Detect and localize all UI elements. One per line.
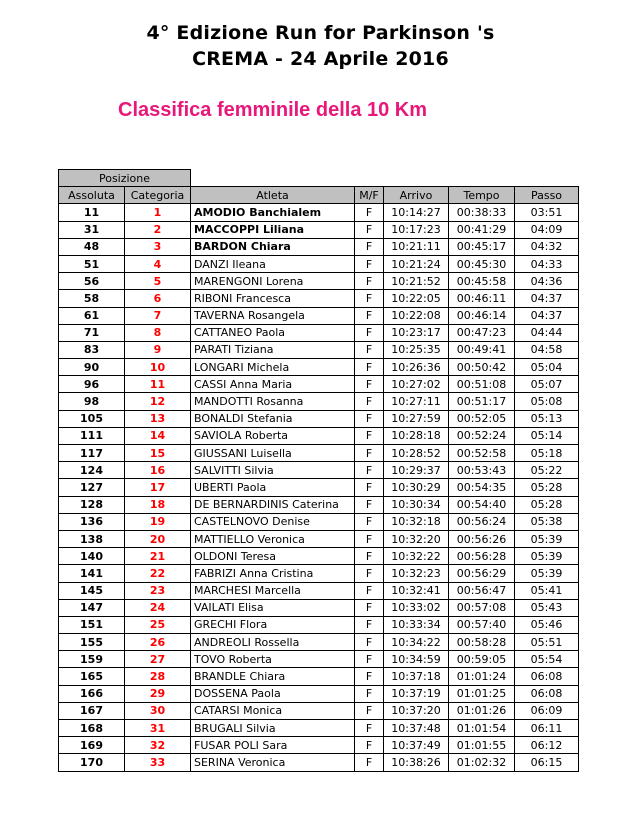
cell-categoria: 1	[125, 204, 191, 221]
cell-mf: F	[355, 634, 384, 651]
cell-passo: 05:14	[515, 427, 579, 444]
results-body	[59, 204, 579, 771]
cell-mf: F	[355, 204, 384, 221]
cell-atleta: BRANDLE Chiara	[191, 668, 355, 685]
cell-atleta: GRECHI Flora	[191, 616, 355, 633]
cell-categoria: 23	[125, 582, 191, 599]
cell-tempo: 00:54:40	[449, 496, 515, 513]
cell-mf: F	[355, 393, 384, 410]
cell-categoria: 16	[125, 462, 191, 479]
cell-arrivo: 10:30:29	[384, 479, 449, 496]
cell-arrivo: 10:37:18	[384, 668, 449, 685]
cell-tempo: 00:51:17	[449, 393, 515, 410]
cell-categoria: 6	[125, 290, 191, 307]
cell-mf: F	[355, 376, 384, 393]
cell-tempo: 00:56:24	[449, 513, 515, 530]
cell-categoria: 21	[125, 548, 191, 565]
cell-tempo: 00:45:58	[449, 273, 515, 290]
cell-categoria: 32	[125, 737, 191, 754]
cell-tempo: 00:52:24	[449, 427, 515, 444]
table-row	[59, 307, 579, 324]
cell-mf: F	[355, 496, 384, 513]
ranking-subtitle: Classifica femminile della 10 Km	[118, 99, 428, 121]
table-row	[59, 548, 579, 565]
cell-arrivo: 10:34:22	[384, 634, 449, 651]
cell-categoria: 4	[125, 255, 191, 272]
cell-assoluta: 51	[59, 255, 125, 272]
cell-passo: 05:46	[515, 616, 579, 633]
cell-atleta: DOSSENA Paola	[191, 685, 355, 702]
cell-arrivo: 10:29:37	[384, 462, 449, 479]
cell-categoria: 33	[125, 754, 191, 771]
cell-arrivo: 10:32:20	[384, 530, 449, 547]
cell-mf: F	[355, 720, 384, 737]
cell-assoluta: 147	[59, 599, 125, 616]
cell-tempo: 00:54:35	[449, 479, 515, 496]
cell-passo: 04:36	[515, 273, 579, 290]
cell-atleta: CATTANEO Paola	[191, 324, 355, 341]
cell-passo: 06:09	[515, 702, 579, 719]
cell-arrivo: 10:28:52	[384, 445, 449, 462]
cell-passo: 04:44	[515, 324, 579, 341]
cell-arrivo: 10:33:02	[384, 599, 449, 616]
table-row	[59, 599, 579, 616]
blank-header	[191, 170, 579, 187]
cell-passo: 05:41	[515, 582, 579, 599]
table-row	[59, 702, 579, 719]
cell-passo: 05:51	[515, 634, 579, 651]
cell-atleta: DANZI Ileana	[191, 255, 355, 272]
cell-atleta: MARCHESI Marcella	[191, 582, 355, 599]
cell-categoria: 30	[125, 702, 191, 719]
cell-mf: F	[355, 582, 384, 599]
cell-mf: F	[355, 616, 384, 633]
cell-atleta: SERINA Veronica	[191, 754, 355, 771]
table-row	[59, 565, 579, 582]
cell-mf: F	[355, 307, 384, 324]
results-table	[58, 169, 579, 772]
cell-mf: F	[355, 702, 384, 719]
cell-atleta: BONALDI Stefania	[191, 410, 355, 427]
cell-assoluta: 56	[59, 273, 125, 290]
cell-assoluta: 127	[59, 479, 125, 496]
cell-tempo: 00:49:41	[449, 341, 515, 358]
table-row	[59, 668, 579, 685]
cell-atleta: VAILATI Elisa	[191, 599, 355, 616]
cell-assoluta: 159	[59, 651, 125, 668]
cell-mf: F	[355, 238, 384, 255]
cell-assoluta: 170	[59, 754, 125, 771]
cell-mf: F	[355, 221, 384, 238]
table-row	[59, 445, 579, 462]
cell-assoluta: 111	[59, 427, 125, 444]
cell-categoria: 29	[125, 685, 191, 702]
table-row	[59, 324, 579, 341]
cell-tempo: 00:56:26	[449, 530, 515, 547]
cell-mf: F	[355, 479, 384, 496]
cell-assoluta: 98	[59, 393, 125, 410]
cell-categoria: 28	[125, 668, 191, 685]
col-header-passo: Passo	[515, 187, 579, 204]
cell-atleta: UBERTI Paola	[191, 479, 355, 496]
cell-atleta: OLDONI Teresa	[191, 548, 355, 565]
cell-arrivo: 10:33:34	[384, 616, 449, 633]
table-row	[59, 496, 579, 513]
cell-tempo: 00:58:28	[449, 634, 515, 651]
cell-categoria: 12	[125, 393, 191, 410]
cell-assoluta: 71	[59, 324, 125, 341]
table-row	[59, 634, 579, 651]
cell-assoluta: 166	[59, 685, 125, 702]
cell-tempo: 01:01:24	[449, 668, 515, 685]
cell-atleta: AMODIO Banchialem	[191, 204, 355, 221]
cell-mf: F	[355, 530, 384, 547]
cell-assoluta: 168	[59, 720, 125, 737]
cell-passo: 04:58	[515, 341, 579, 358]
col-header-tempo: Tempo	[449, 187, 515, 204]
cell-tempo: 00:56:29	[449, 565, 515, 582]
cell-assoluta: 138	[59, 530, 125, 547]
table-row	[59, 290, 579, 307]
table-row	[59, 238, 579, 255]
table-row	[59, 359, 579, 376]
cell-categoria: 15	[125, 445, 191, 462]
cell-tempo: 00:46:11	[449, 290, 515, 307]
cell-categoria: 3	[125, 238, 191, 255]
cell-mf: F	[355, 427, 384, 444]
cell-arrivo: 10:37:48	[384, 720, 449, 737]
cell-passo: 04:37	[515, 290, 579, 307]
cell-mf: F	[355, 410, 384, 427]
cell-tempo: 00:52:05	[449, 410, 515, 427]
cell-atleta: SALVITTI Silvia	[191, 462, 355, 479]
cell-categoria: 7	[125, 307, 191, 324]
cell-categoria: 11	[125, 376, 191, 393]
cell-tempo: 00:41:29	[449, 221, 515, 238]
cell-passo: 05:28	[515, 479, 579, 496]
cell-mf: F	[355, 548, 384, 565]
cell-atleta: CATARSI Monica	[191, 702, 355, 719]
table-row	[59, 530, 579, 547]
col-header-assoluta: Assoluta	[59, 187, 125, 204]
cell-mf: F	[355, 341, 384, 358]
cell-assoluta: 83	[59, 341, 125, 358]
cell-arrivo: 10:28:18	[384, 427, 449, 444]
cell-assoluta: 58	[59, 290, 125, 307]
table-row	[59, 204, 579, 221]
table-row	[59, 221, 579, 238]
cell-passo: 06:08	[515, 668, 579, 685]
cell-categoria: 18	[125, 496, 191, 513]
cell-atleta: GIUSSANI Luisella	[191, 445, 355, 462]
cell-atleta: MATTIELLO Veronica	[191, 530, 355, 547]
cell-assoluta: 151	[59, 616, 125, 633]
cell-categoria: 25	[125, 616, 191, 633]
cell-mf: F	[355, 651, 384, 668]
table-row	[59, 582, 579, 599]
cell-arrivo: 10:32:22	[384, 548, 449, 565]
table-row	[59, 616, 579, 633]
cell-passo: 03:51	[515, 204, 579, 221]
cell-passo: 05:39	[515, 548, 579, 565]
cell-atleta: FABRIZI Anna Cristina	[191, 565, 355, 582]
cell-arrivo: 10:27:02	[384, 376, 449, 393]
cell-tempo: 01:01:25	[449, 685, 515, 702]
cell-mf: F	[355, 754, 384, 771]
cell-assoluta: 145	[59, 582, 125, 599]
cell-tempo: 00:57:40	[449, 616, 515, 633]
table-row	[59, 376, 579, 393]
cell-categoria: 2	[125, 221, 191, 238]
event-title: 4° Edizione Run for Parkinson 's	[146, 22, 495, 44]
cell-mf: F	[355, 599, 384, 616]
cell-passo: 06:12	[515, 737, 579, 754]
cell-atleta: DE BERNARDINIS Caterina	[191, 496, 355, 513]
cell-atleta: TOVO Roberta	[191, 651, 355, 668]
cell-passo: 04:09	[515, 221, 579, 238]
cell-arrivo: 10:30:34	[384, 496, 449, 513]
table-row	[59, 410, 579, 427]
column-header-row	[59, 187, 579, 204]
cell-mf: F	[355, 685, 384, 702]
cell-mf: F	[355, 290, 384, 307]
cell-categoria: 13	[125, 410, 191, 427]
cell-passo: 05:13	[515, 410, 579, 427]
cell-atleta: MARENGONI Lorena	[191, 273, 355, 290]
cell-tempo: 00:47:23	[449, 324, 515, 341]
cell-passo: 06:08	[515, 685, 579, 702]
cell-categoria: 8	[125, 324, 191, 341]
cell-assoluta: 105	[59, 410, 125, 427]
cell-arrivo: 10:32:41	[384, 582, 449, 599]
event-location-date: CREMA - 24 Aprile 2016	[192, 48, 449, 70]
cell-tempo: 01:02:32	[449, 754, 515, 771]
cell-tempo: 01:01:26	[449, 702, 515, 719]
table-row	[59, 651, 579, 668]
cell-atleta: SAVIOLA Roberta	[191, 427, 355, 444]
table-row	[59, 462, 579, 479]
cell-categoria: 10	[125, 359, 191, 376]
cell-categoria: 20	[125, 530, 191, 547]
cell-assoluta: 165	[59, 668, 125, 685]
table-row	[59, 427, 579, 444]
cell-tempo: 00:53:43	[449, 462, 515, 479]
cell-arrivo: 10:22:08	[384, 307, 449, 324]
cell-categoria: 5	[125, 273, 191, 290]
cell-arrivo: 10:17:23	[384, 221, 449, 238]
cell-arrivo: 10:37:19	[384, 685, 449, 702]
cell-atleta: RIBONI Francesca	[191, 290, 355, 307]
cell-arrivo: 10:21:11	[384, 238, 449, 255]
cell-categoria: 26	[125, 634, 191, 651]
cell-arrivo: 10:32:18	[384, 513, 449, 530]
cell-arrivo: 10:22:05	[384, 290, 449, 307]
col-header-mf: M/F	[355, 187, 384, 204]
cell-categoria: 9	[125, 341, 191, 358]
cell-assoluta: 141	[59, 565, 125, 582]
cell-atleta: CASTELNOVO Denise	[191, 513, 355, 530]
cell-arrivo: 10:37:49	[384, 737, 449, 754]
cell-atleta: ANDREOLI Rossella	[191, 634, 355, 651]
table-row	[59, 513, 579, 530]
cell-assoluta: 90	[59, 359, 125, 376]
table-row	[59, 754, 579, 771]
cell-tempo: 00:45:30	[449, 255, 515, 272]
cell-tempo: 00:50:42	[449, 359, 515, 376]
cell-tempo: 01:01:55	[449, 737, 515, 754]
cell-arrivo: 10:34:59	[384, 651, 449, 668]
cell-mf: F	[355, 273, 384, 290]
cell-atleta: PARATI Tiziana	[191, 341, 355, 358]
cell-mf: F	[355, 513, 384, 530]
cell-mf: F	[355, 737, 384, 754]
cell-mf: F	[355, 668, 384, 685]
cell-passo: 05:39	[515, 530, 579, 547]
cell-arrivo: 10:26:36	[384, 359, 449, 376]
cell-passo: 05:43	[515, 599, 579, 616]
cell-assoluta: 136	[59, 513, 125, 530]
cell-assoluta: 61	[59, 307, 125, 324]
cell-arrivo: 10:25:35	[384, 341, 449, 358]
cell-passo: 05:08	[515, 393, 579, 410]
cell-passo: 06:15	[515, 754, 579, 771]
cell-assoluta: 169	[59, 737, 125, 754]
cell-mf: F	[355, 462, 384, 479]
cell-mf: F	[355, 324, 384, 341]
table-row	[59, 479, 579, 496]
cell-mf: F	[355, 565, 384, 582]
table-row	[59, 737, 579, 754]
cell-assoluta: 140	[59, 548, 125, 565]
cell-atleta: BRUGALI Silvia	[191, 720, 355, 737]
cell-categoria: 17	[125, 479, 191, 496]
col-header-atleta: Atleta	[191, 187, 355, 204]
cell-categoria: 24	[125, 599, 191, 616]
cell-atleta: MACCOPPI Liliana	[191, 221, 355, 238]
cell-arrivo: 10:23:17	[384, 324, 449, 341]
cell-tempo: 00:52:58	[449, 445, 515, 462]
cell-mf: F	[355, 255, 384, 272]
cell-categoria: 14	[125, 427, 191, 444]
cell-tempo: 00:46:14	[449, 307, 515, 324]
cell-passo: 04:37	[515, 307, 579, 324]
cell-assoluta: 167	[59, 702, 125, 719]
table-row	[59, 720, 579, 737]
cell-assoluta: 48	[59, 238, 125, 255]
cell-passo: 05:07	[515, 376, 579, 393]
cell-arrivo: 10:38:26	[384, 754, 449, 771]
cell-tempo: 00:57:08	[449, 599, 515, 616]
cell-assoluta: 124	[59, 462, 125, 479]
cell-tempo: 00:38:33	[449, 204, 515, 221]
table-row	[59, 273, 579, 290]
cell-categoria: 22	[125, 565, 191, 582]
group-header-row	[59, 170, 579, 187]
cell-arrivo: 10:21:24	[384, 255, 449, 272]
cell-categoria: 19	[125, 513, 191, 530]
cell-assoluta: 31	[59, 221, 125, 238]
cell-atleta: LONGARI Michela	[191, 359, 355, 376]
cell-categoria: 31	[125, 720, 191, 737]
cell-arrivo: 10:14:27	[384, 204, 449, 221]
col-header-arrivo: Arrivo	[384, 187, 449, 204]
cell-tempo: 00:51:08	[449, 376, 515, 393]
cell-tempo: 00:56:47	[449, 582, 515, 599]
cell-passo: 05:28	[515, 496, 579, 513]
table-row	[59, 393, 579, 410]
cell-assoluta: 11	[59, 204, 125, 221]
cell-arrivo: 10:27:59	[384, 410, 449, 427]
table-row	[59, 341, 579, 358]
cell-assoluta: 117	[59, 445, 125, 462]
cell-passo: 04:32	[515, 238, 579, 255]
cell-assoluta: 128	[59, 496, 125, 513]
cell-passo: 05:54	[515, 651, 579, 668]
posizione-header: Posizione	[59, 170, 191, 187]
cell-passo: 05:18	[515, 445, 579, 462]
cell-passo: 06:11	[515, 720, 579, 737]
cell-tempo: 00:59:05	[449, 651, 515, 668]
cell-passo: 05:38	[515, 513, 579, 530]
cell-arrivo: 10:27:11	[384, 393, 449, 410]
cell-tempo: 00:45:17	[449, 238, 515, 255]
cell-atleta: BARDON Chiara	[191, 238, 355, 255]
col-header-categoria: Categoria	[125, 187, 191, 204]
table-row	[59, 255, 579, 272]
table-row	[59, 685, 579, 702]
cell-arrivo: 10:37:20	[384, 702, 449, 719]
cell-atleta: FUSAR POLI Sara	[191, 737, 355, 754]
cell-assoluta: 96	[59, 376, 125, 393]
cell-passo: 05:39	[515, 565, 579, 582]
cell-arrivo: 10:21:52	[384, 273, 449, 290]
cell-atleta: TAVERNA Rosangela	[191, 307, 355, 324]
cell-passo: 04:33	[515, 255, 579, 272]
cell-assoluta: 155	[59, 634, 125, 651]
cell-tempo: 01:01:54	[449, 720, 515, 737]
cell-passo: 05:22	[515, 462, 579, 479]
cell-categoria: 27	[125, 651, 191, 668]
cell-mf: F	[355, 445, 384, 462]
cell-tempo: 00:56:28	[449, 548, 515, 565]
cell-atleta: MANDOTTI Rosanna	[191, 393, 355, 410]
cell-atleta: CASSI Anna Maria	[191, 376, 355, 393]
cell-passo: 05:04	[515, 359, 579, 376]
cell-mf: F	[355, 359, 384, 376]
cell-arrivo: 10:32:23	[384, 565, 449, 582]
